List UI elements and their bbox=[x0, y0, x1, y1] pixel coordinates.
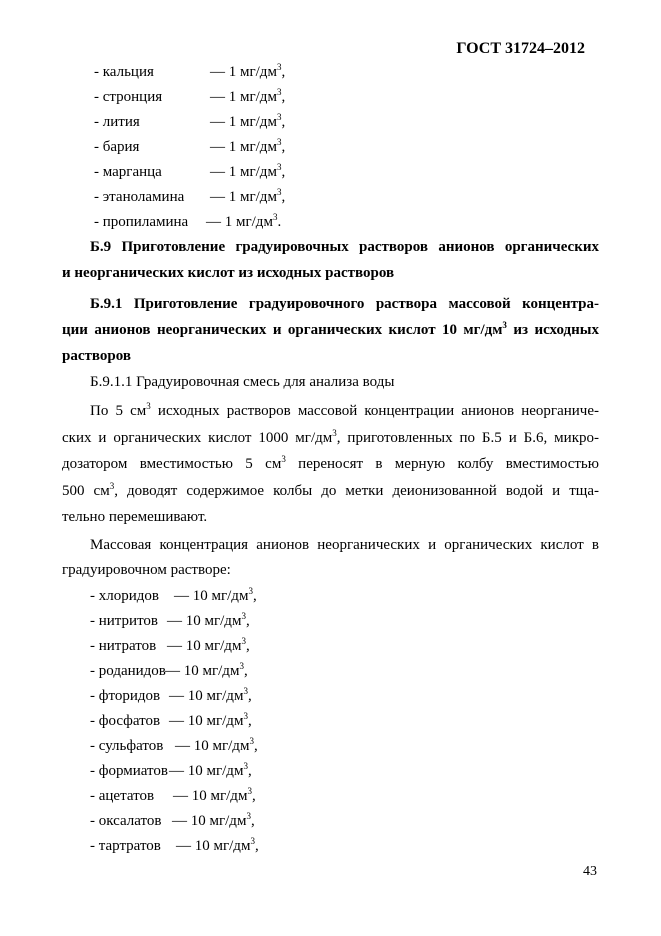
list-item-name: - кальция bbox=[94, 64, 154, 80]
list-item-end: , bbox=[245, 613, 250, 629]
text: 500 см bbox=[62, 483, 110, 499]
list-item-exponent: 3 bbox=[272, 212, 278, 222]
exponent: 3 bbox=[109, 481, 115, 491]
list-item-end: , bbox=[251, 788, 256, 804]
list-item bbox=[90, 686, 252, 706]
list-item bbox=[90, 786, 256, 806]
list-item-name: - хлоридов bbox=[90, 588, 159, 604]
subsection-title: Б.9.1.1 Градуировочная смесь для анализа воды bbox=[90, 374, 395, 390]
list-item-value: — 1 мг/дм bbox=[210, 89, 277, 105]
list-item-name: - бария bbox=[94, 139, 140, 155]
list-item-exponent: 3 bbox=[241, 611, 246, 621]
text: , приготовленных по Б.5 и Б.6, микро- bbox=[336, 430, 599, 446]
list-item-end: , bbox=[243, 663, 248, 679]
list-item-end: . bbox=[277, 214, 282, 230]
paragraph-1-line-3 bbox=[62, 454, 599, 474]
list-item bbox=[94, 87, 285, 107]
list-item-exponent: 3 bbox=[243, 761, 248, 771]
list-item-value: — 10 мг/дм bbox=[172, 813, 247, 829]
list-item bbox=[90, 711, 252, 731]
list-item-name: - нитратов bbox=[90, 638, 157, 654]
list-item-end: , bbox=[281, 189, 286, 205]
list-item bbox=[90, 811, 255, 831]
list-item bbox=[94, 162, 285, 182]
section-heading-b91-line2 bbox=[62, 320, 599, 340]
list-item-exponent: 3 bbox=[249, 736, 254, 746]
text: дозатором вместимостью 5 см bbox=[62, 456, 282, 472]
list-item-value: — 10 мг/дм bbox=[174, 588, 249, 604]
list-item-name: - пропиламина bbox=[94, 214, 189, 230]
list-item bbox=[90, 736, 258, 756]
paragraph-1-line-2 bbox=[62, 428, 599, 448]
list-item-end: , bbox=[247, 763, 252, 779]
list-item-exponent: 3 bbox=[250, 836, 255, 846]
list-item-exponent: 3 bbox=[276, 187, 282, 197]
list-item-exponent: 3 bbox=[276, 87, 282, 97]
list-item-exponent: 3 bbox=[246, 811, 251, 821]
list-item-end: , bbox=[281, 164, 286, 180]
list-item-end: , bbox=[254, 838, 259, 854]
heading-exponent: 3 bbox=[502, 320, 507, 330]
standard-header: ГОСТ 31724–2012 bbox=[456, 40, 585, 57]
paragraph-1-line-1 bbox=[90, 401, 599, 421]
list-item-exponent: 3 bbox=[276, 162, 282, 172]
list-item-end: , bbox=[250, 813, 255, 829]
list-item-value: — 1 мг/дм bbox=[210, 139, 277, 155]
list-item-name: - нитритов bbox=[90, 613, 159, 629]
list-item-name: - сульфатов bbox=[90, 738, 164, 754]
list-item bbox=[94, 62, 285, 82]
text: ских и органических кислот 1000 мг/дм bbox=[62, 430, 333, 446]
list-item-end: , bbox=[253, 738, 258, 754]
list-item-exponent: 3 bbox=[276, 62, 282, 72]
list-item bbox=[90, 836, 259, 856]
section-heading-b9-line2: и неорганических кислот из исходных растворов bbox=[62, 265, 395, 281]
section-heading-b91-line3: растворов bbox=[62, 348, 131, 364]
list-item-value: — 1 мг/дм bbox=[206, 214, 273, 230]
list-item-end: , bbox=[252, 588, 257, 604]
list-item-exponent: 3 bbox=[243, 711, 248, 721]
list-item-value: — 10 мг/дм bbox=[165, 663, 240, 679]
list-item bbox=[90, 611, 250, 631]
list-item bbox=[94, 212, 281, 232]
list-item-name: - стронция bbox=[94, 89, 163, 105]
list-item-end: , bbox=[247, 688, 252, 704]
list-item-value: — 10 мг/дм bbox=[169, 763, 244, 779]
list-item-exponent: 3 bbox=[243, 686, 248, 696]
list-item-exponent: 3 bbox=[276, 137, 282, 147]
list-item-exponent: 3 bbox=[247, 786, 252, 796]
list-item bbox=[94, 187, 285, 207]
list-item-end: , bbox=[247, 713, 252, 729]
list-item-name: - этаноламина bbox=[94, 189, 185, 205]
list-item-end: , bbox=[245, 638, 250, 654]
list-item-end: , bbox=[281, 114, 286, 130]
list-item bbox=[90, 586, 257, 606]
list-item-exponent: 3 bbox=[248, 586, 253, 596]
list-item-exponent: 3 bbox=[276, 112, 282, 122]
list-item-end: , bbox=[281, 64, 286, 80]
list-item bbox=[94, 137, 285, 157]
section-heading-b9-line1: Б.9 Приготовление градуировочных растворов анионов органических bbox=[90, 239, 599, 255]
section-heading-b91-line1: Б.9.1 Приготовление градуировочного раствора массовой концентра- bbox=[90, 296, 599, 312]
list-item bbox=[90, 636, 250, 656]
list-item-exponent: 3 bbox=[241, 636, 246, 646]
list-item bbox=[90, 761, 252, 781]
list-item-name: - лития bbox=[94, 114, 140, 130]
heading-text: ции анионов неорганических и органических кислот 10 мг/дм bbox=[62, 322, 503, 338]
list-item-value: — 10 мг/дм bbox=[175, 738, 250, 754]
list-item-value: — 10 мг/дм bbox=[169, 713, 244, 729]
list-item-end: , bbox=[281, 139, 286, 155]
paragraph-1-line-4 bbox=[62, 481, 599, 501]
list-item-value: — 1 мг/дм bbox=[210, 64, 277, 80]
exponent: 3 bbox=[332, 428, 337, 438]
paragraph-1-line-5: тельно перемешивают. bbox=[62, 509, 208, 525]
list-item-value: — 10 мг/дм bbox=[169, 688, 244, 704]
list-item bbox=[94, 112, 285, 132]
list-item-exponent: 3 bbox=[239, 661, 244, 671]
list-item-value: — 10 мг/дм bbox=[167, 613, 242, 629]
page-number: 43 bbox=[583, 864, 597, 879]
list-item-value: — 1 мг/дм bbox=[210, 189, 277, 205]
list-item-value: — 10 мг/дм bbox=[167, 638, 242, 654]
list-item-name: - фторидов bbox=[90, 688, 161, 704]
list-item-value: — 10 мг/дм bbox=[173, 788, 248, 804]
list-item-name: - марганца bbox=[94, 164, 162, 180]
list-item-value: — 10 мг/дм bbox=[176, 838, 251, 854]
exponent: 3 bbox=[281, 454, 286, 464]
list-item-name: - формиатов bbox=[90, 763, 168, 779]
list-item-name: - роданидов bbox=[90, 663, 166, 679]
text: , доводят содержимое колбы до метки деионизованной водой и тща- bbox=[114, 483, 599, 499]
list-item-name: - ацетатов bbox=[90, 788, 155, 804]
list-item-end: , bbox=[281, 89, 286, 105]
list-item-name: - фосфатов bbox=[90, 713, 161, 729]
paragraph-2-line-2: градуировочном растворе: bbox=[62, 562, 231, 578]
list-item-value: — 1 мг/дм bbox=[210, 164, 277, 180]
text: переносят в мерную колбу вместимостью bbox=[285, 456, 599, 472]
text: исходных растворов массовой концентрации анионов неорганиче- bbox=[150, 403, 599, 419]
paragraph-2-line-1: Массовая концентрация анионов неорганических и органических кислот в bbox=[90, 537, 599, 553]
text: По 5 см bbox=[90, 403, 147, 419]
list-item-value: — 1 мг/дм bbox=[210, 114, 277, 130]
list-item-name: - оксалатов bbox=[90, 813, 162, 829]
list-item bbox=[90, 661, 248, 681]
list-item-name: - тартратов bbox=[90, 838, 161, 854]
heading-text-end: из исходных bbox=[506, 322, 599, 338]
exponent: 3 bbox=[146, 401, 151, 411]
